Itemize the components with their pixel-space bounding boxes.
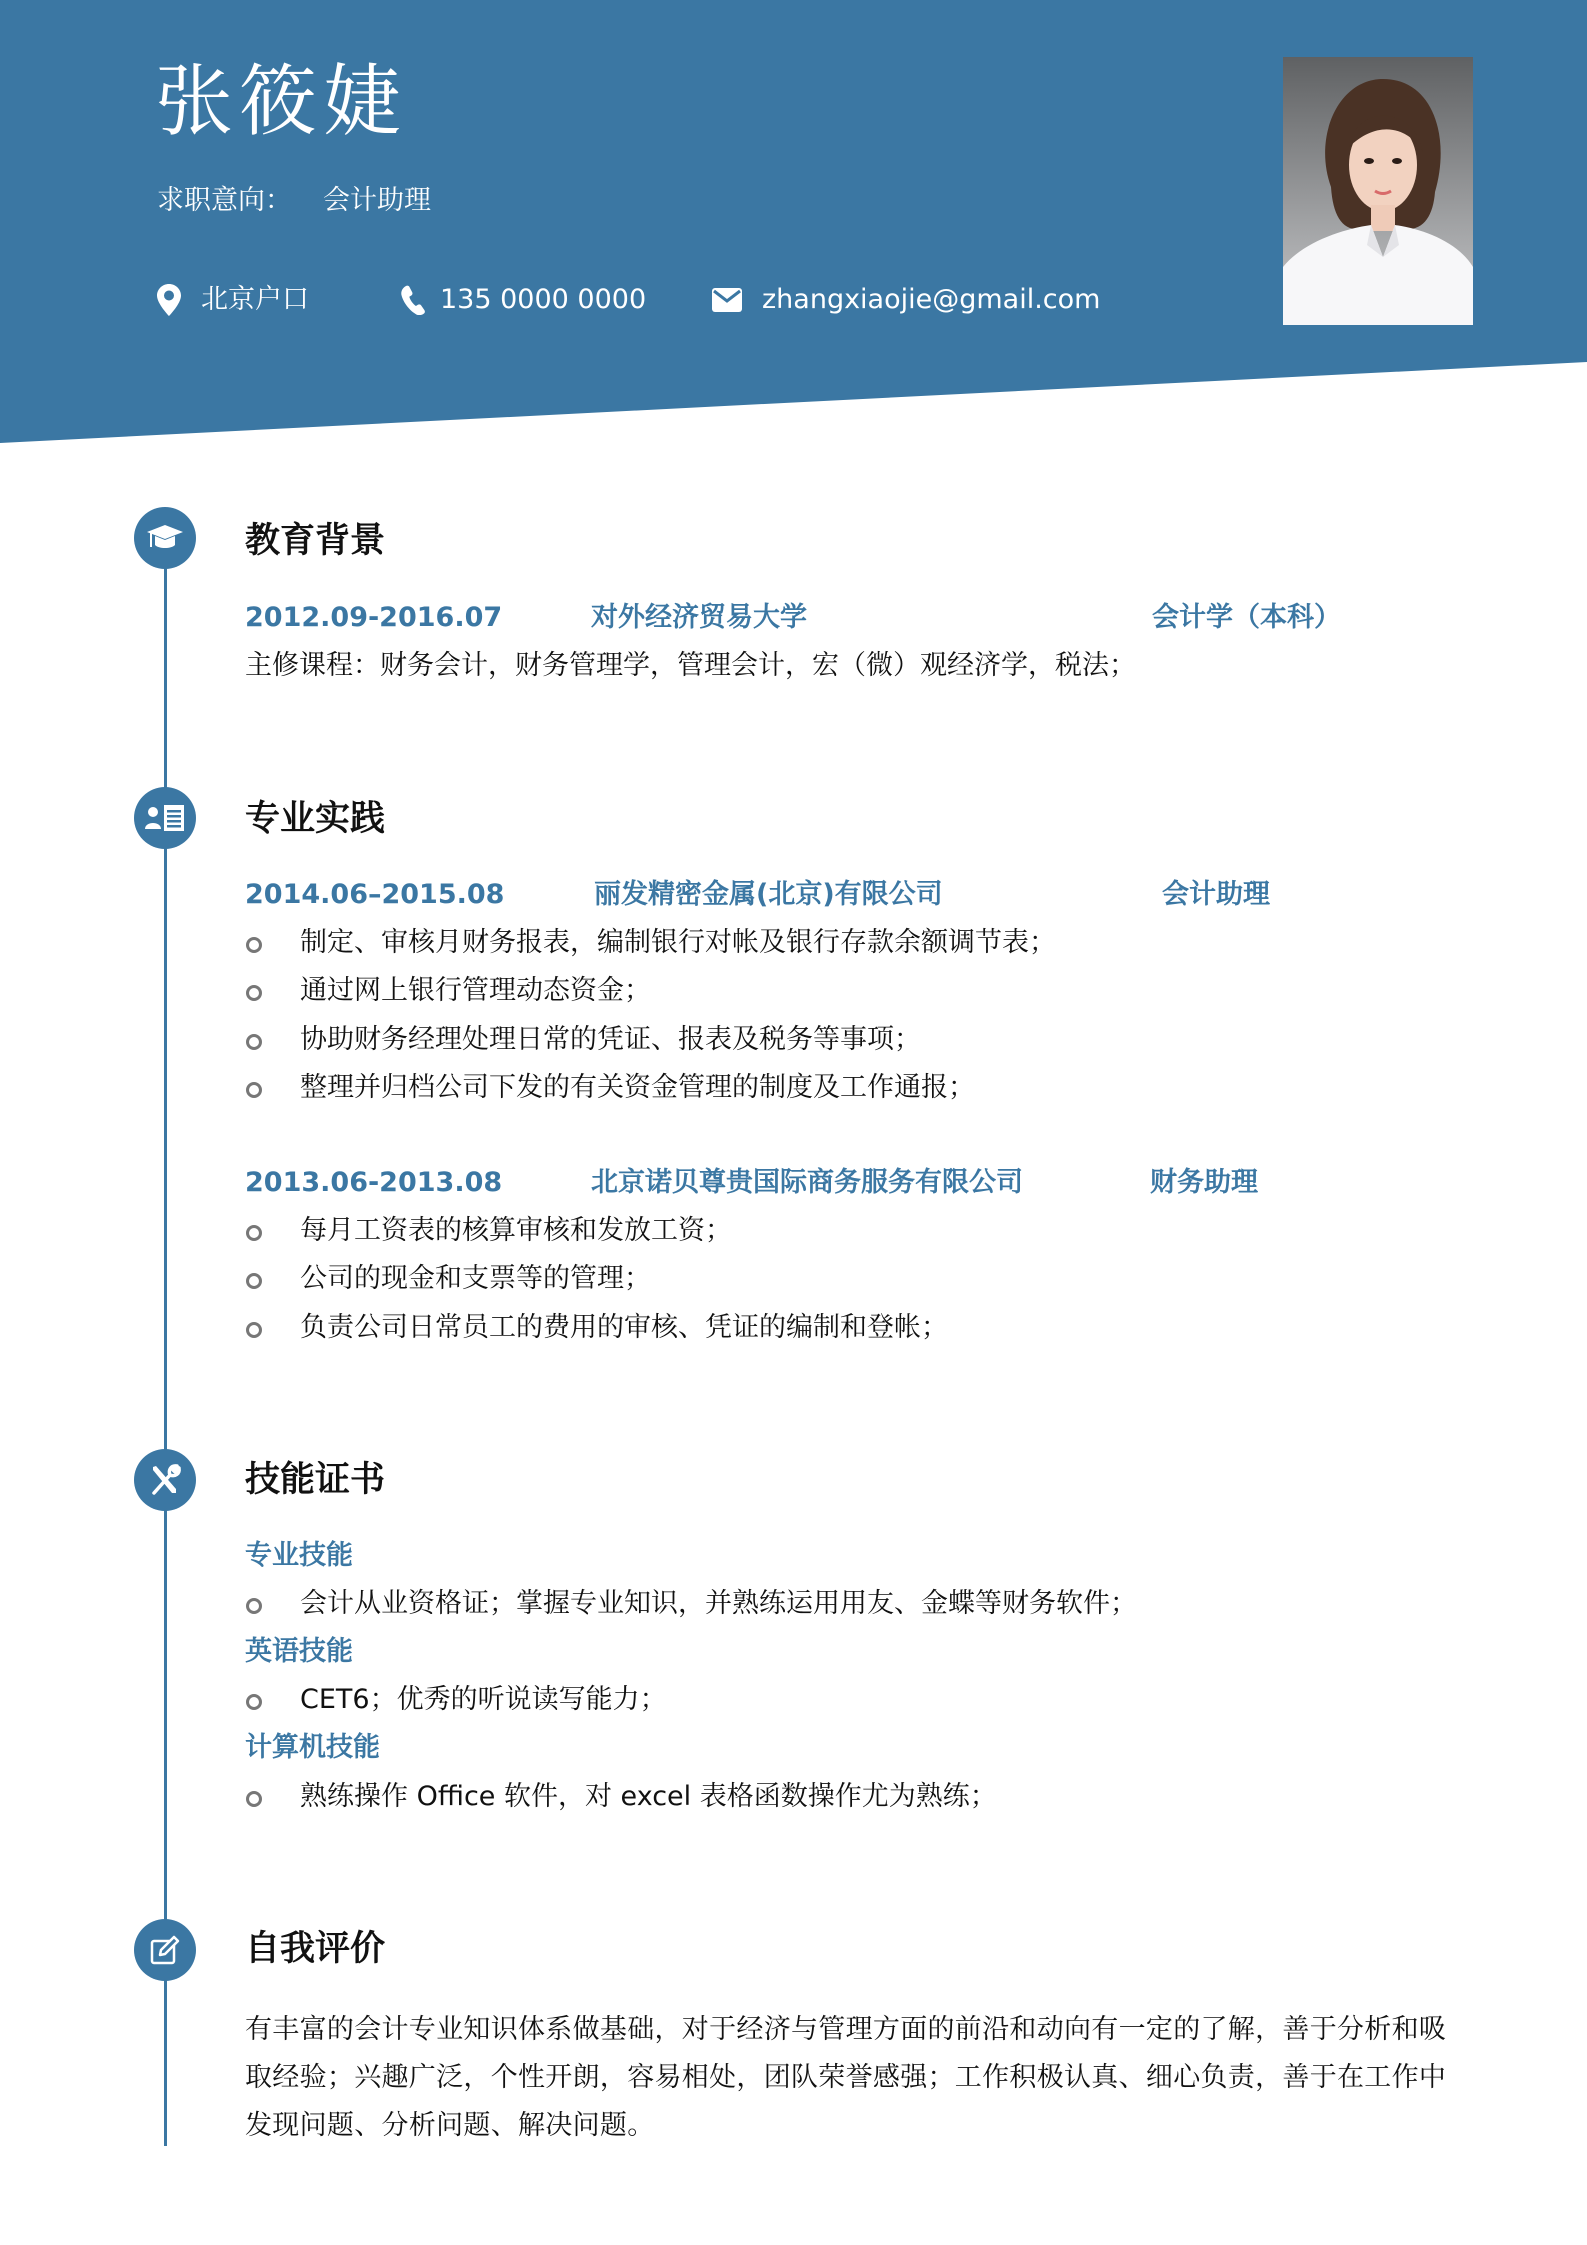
skill-english-text: CET6；优秀的听说读写能力； bbox=[300, 1684, 667, 1715]
bullet-icon bbox=[246, 1034, 262, 1050]
bullet-icon bbox=[246, 1273, 262, 1289]
contact-phone bbox=[400, 282, 646, 318]
skill-group-label-professional: 专业技能 bbox=[245, 1540, 353, 1571]
candidate-name: 张筱婕 bbox=[155, 57, 408, 147]
phone-icon bbox=[400, 285, 428, 315]
bullet-icon bbox=[246, 1322, 262, 1338]
location-text: 北京户口 bbox=[201, 284, 309, 315]
email-text: zhangxiaojie@gmail.com bbox=[762, 284, 1101, 315]
bullet-icon bbox=[246, 1694, 262, 1710]
bullet-icon bbox=[246, 937, 262, 953]
education-school: 对外经济贸易大学 bbox=[591, 602, 807, 633]
section-title-education: 教育背景 bbox=[245, 521, 386, 561]
timeline-line bbox=[164, 510, 167, 2146]
skill-computer-text: 熟练操作 Office 软件，对 excel 表格函数操作尤为熟练； bbox=[300, 1781, 997, 1812]
skill-professional-text: 会计从业资格证；掌握专业知识，并熟练运用用友、金蝶等财务软件； bbox=[300, 1588, 1137, 1619]
bullet-icon bbox=[246, 1082, 262, 1098]
job1-company: 丽发精密金属(北京)有限公司 bbox=[594, 879, 943, 910]
job1-period: 2014.06–2015.08 bbox=[245, 879, 505, 910]
job-intent-value: 会计助理 bbox=[323, 185, 431, 216]
job1-bullet-4: 整理并归档公司下发的有关资金管理的制度及工作通报； bbox=[300, 1072, 975, 1103]
section-title-self-evaluation: 自我评价 bbox=[245, 1929, 386, 1969]
job1-bullet-3: 协助财务经理处理日常的凭证、报表及税务等事项； bbox=[300, 1024, 921, 1055]
bullet-icon bbox=[246, 1598, 262, 1614]
phone-text: 135 0000 0000 bbox=[440, 284, 647, 315]
bullet-icon bbox=[246, 985, 262, 1001]
education-degree: 会计学（本科） bbox=[1152, 602, 1341, 633]
section-title-experience: 专业实践 bbox=[245, 799, 386, 839]
tools-icon bbox=[134, 1449, 196, 1511]
bullet-icon bbox=[246, 1791, 262, 1807]
job-intent-label: 求职意向： bbox=[157, 185, 292, 216]
map-pin-icon bbox=[157, 284, 181, 316]
contact-email bbox=[712, 282, 1100, 318]
id-card-icon bbox=[134, 787, 196, 849]
profile-photo bbox=[1283, 57, 1473, 325]
envelope-icon bbox=[712, 288, 742, 312]
job2-bullet-1: 每月工资表的核算审核和发放工资； bbox=[300, 1215, 732, 1246]
job2-bullet-3: 负责公司日常员工的费用的审核、凭证的编制和登帐； bbox=[300, 1312, 948, 1343]
self-evaluation-text: 有丰富的会计专业知识体系做基础，对于经济与管理方面的前沿和动向有一定的了解，善于分析和吸取经验；兴趣广泛，个性开朗，容易相处，团队荣誉感强；工作积极认真、细心负责，善于在工作中发现问题、分析问题、解决问题。 bbox=[245, 2014, 1447, 2141]
section-title-skills: 技能证书 bbox=[245, 1460, 386, 1500]
job2-period: 2013.06-2013.08 bbox=[245, 1167, 503, 1198]
job1-role: 会计助理 bbox=[1162, 879, 1270, 910]
contact-location bbox=[157, 282, 309, 318]
skill-group-label-english: 英语技能 bbox=[245, 1636, 353, 1667]
education-period: 2012.09-2016.07 bbox=[245, 602, 503, 633]
skill-group-label-computer: 计算机技能 bbox=[245, 1732, 380, 1763]
bullet-icon bbox=[246, 1225, 262, 1241]
graduation-cap-icon bbox=[134, 507, 196, 569]
job1-bullet-2: 通过网上银行管理动态资金； bbox=[300, 975, 651, 1006]
job2-bullet-2: 公司的现金和支票等的管理； bbox=[300, 1263, 651, 1294]
job2-company: 北京诺贝尊贵国际商务服务有限公司 bbox=[591, 1167, 1023, 1198]
job1-bullet-1: 制定、审核月财务报表，编制银行对帐及银行存款余额调节表； bbox=[300, 927, 1056, 958]
education-courses: 主修课程：财务会计，财务管理学，管理会计，宏（微）观经济学，税法； bbox=[245, 650, 1136, 681]
job2-role: 财务助理 bbox=[1150, 1167, 1258, 1198]
edit-icon bbox=[134, 1919, 196, 1981]
